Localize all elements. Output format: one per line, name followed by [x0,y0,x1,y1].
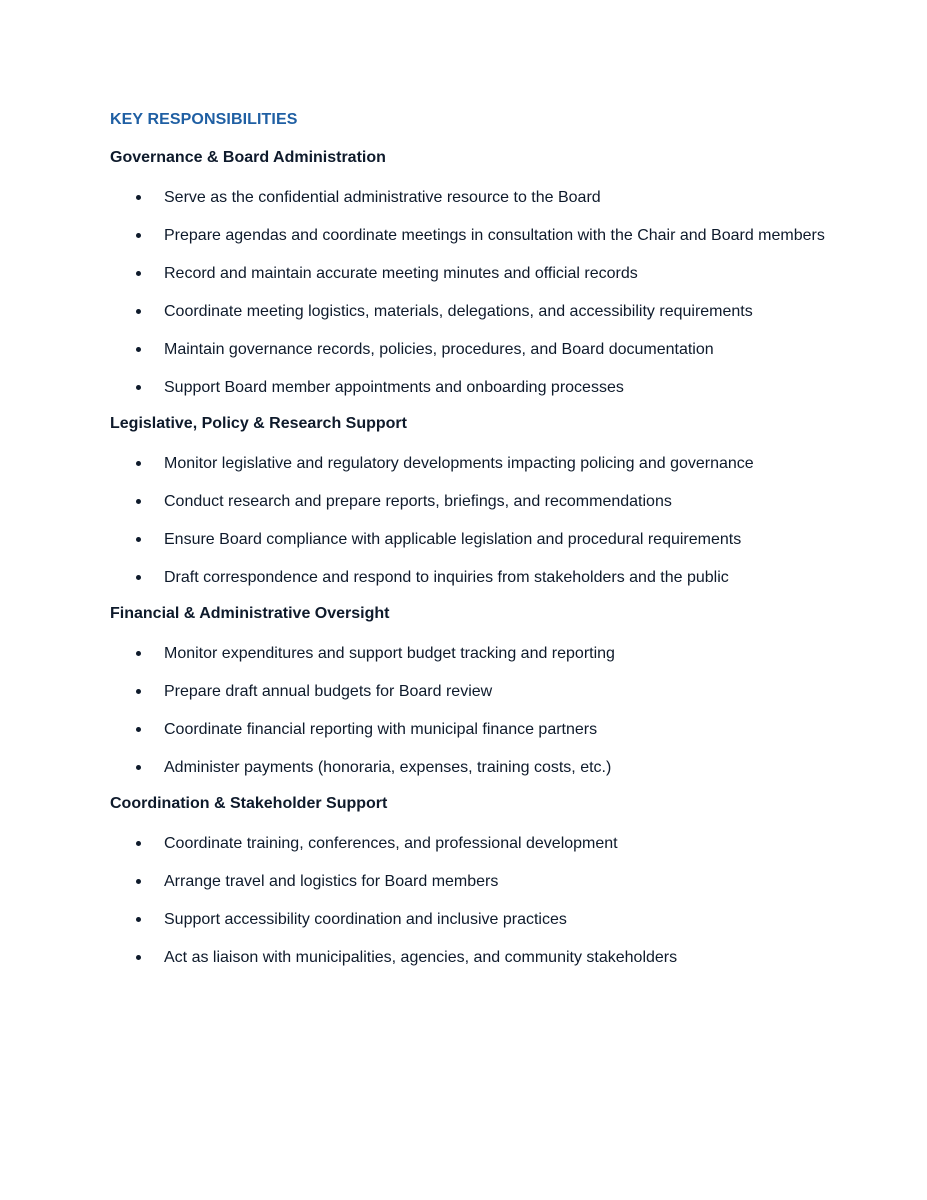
bullet-icon [136,385,141,390]
list-item-text: Maintain governance records, policies, procedures, and Board documentation [164,341,714,358]
bullet-icon [136,689,141,694]
list-item-text: Support Board member appointments and onboarding processes [164,379,624,396]
list-item [110,489,830,515]
bullet-list [110,641,830,781]
sections-container [110,147,830,971]
list-item [110,831,830,857]
list-item [110,375,830,401]
list-item-text: Monitor legislative and regulatory developments impacting policing and governance [164,455,754,472]
section [110,413,830,591]
section [110,603,830,781]
list-item-text: Prepare agendas and coordinate meetings in consultation with the Chair and Board members [164,227,825,244]
list-item-text: Coordinate training, conferences, and professional development [164,835,618,852]
list-item [110,679,830,705]
list-item-text: Monitor expenditures and support budget tracking and reporting [164,645,615,662]
list-item-text: Ensure Board compliance with applicable legislation and procedural requirements [164,531,742,548]
bullet-icon [136,461,141,466]
list-item [110,717,830,743]
bullet-icon [136,955,141,960]
list-item [110,299,830,325]
list-item [110,451,830,477]
bullet-icon [136,917,141,922]
list-item-text: Prepare draft annual budgets for Board review [164,683,493,700]
list-item [110,527,830,553]
bullet-icon [136,195,141,200]
list-item-text: Support accessibility coordination and inclusive practices [164,911,567,928]
section-title: Governance & Board Administration [110,149,386,166]
bullet-icon [136,879,141,884]
section [110,793,830,971]
bullet-list [110,451,830,591]
list-item [110,755,830,781]
bullet-icon [136,233,141,238]
list-item [110,945,830,971]
list-item [110,185,830,211]
bullet-icon [136,271,141,276]
list-item-text: Administer payments (honoraria, expenses, training costs, etc.) [164,759,612,776]
bullet-icon [136,309,141,314]
bullet-list [110,831,830,971]
bullet-icon [136,651,141,656]
list-item-text: Coordinate financial reporting with municipal finance partners [164,721,598,738]
list-item-text: Draft correspondence and respond to inquiries from stakeholders and the public [164,569,729,586]
bullet-icon [136,765,141,770]
section-title: Legislative, Policy & Research Support [110,415,407,432]
list-item-text: Conduct research and prepare reports, briefings, and recommendations [164,493,672,510]
list-item [110,907,830,933]
list-item [110,261,830,287]
bullet-icon [136,575,141,580]
bullet-list [110,185,830,401]
section [110,147,830,401]
section-title: Coordination & Stakeholder Support [110,795,388,812]
bullet-icon [136,499,141,504]
section-title: Financial & Administrative Oversight [110,605,390,622]
list-item [110,565,830,591]
list-item-text: Act as liaison with municipalities, agencies, and community stakeholders [164,949,678,966]
list-item [110,869,830,895]
list-item-text: Coordinate meeting logistics, materials, delegations, and accessibility requirements [164,303,753,320]
list-item-text: Serve as the confidential administrative resource to the Board [164,189,601,206]
document-heading: KEY RESPONSIBILITIES [110,111,298,128]
list-item [110,641,830,667]
list-item-text: Arrange travel and logistics for Board members [164,873,499,890]
list-item-text: Record and maintain accurate meeting minutes and official records [164,265,638,282]
document-page [110,109,830,983]
bullet-icon [136,537,141,542]
list-item [110,337,830,363]
bullet-icon [136,347,141,352]
bullet-icon [136,727,141,732]
bullet-icon [136,841,141,846]
list-item [110,223,830,249]
